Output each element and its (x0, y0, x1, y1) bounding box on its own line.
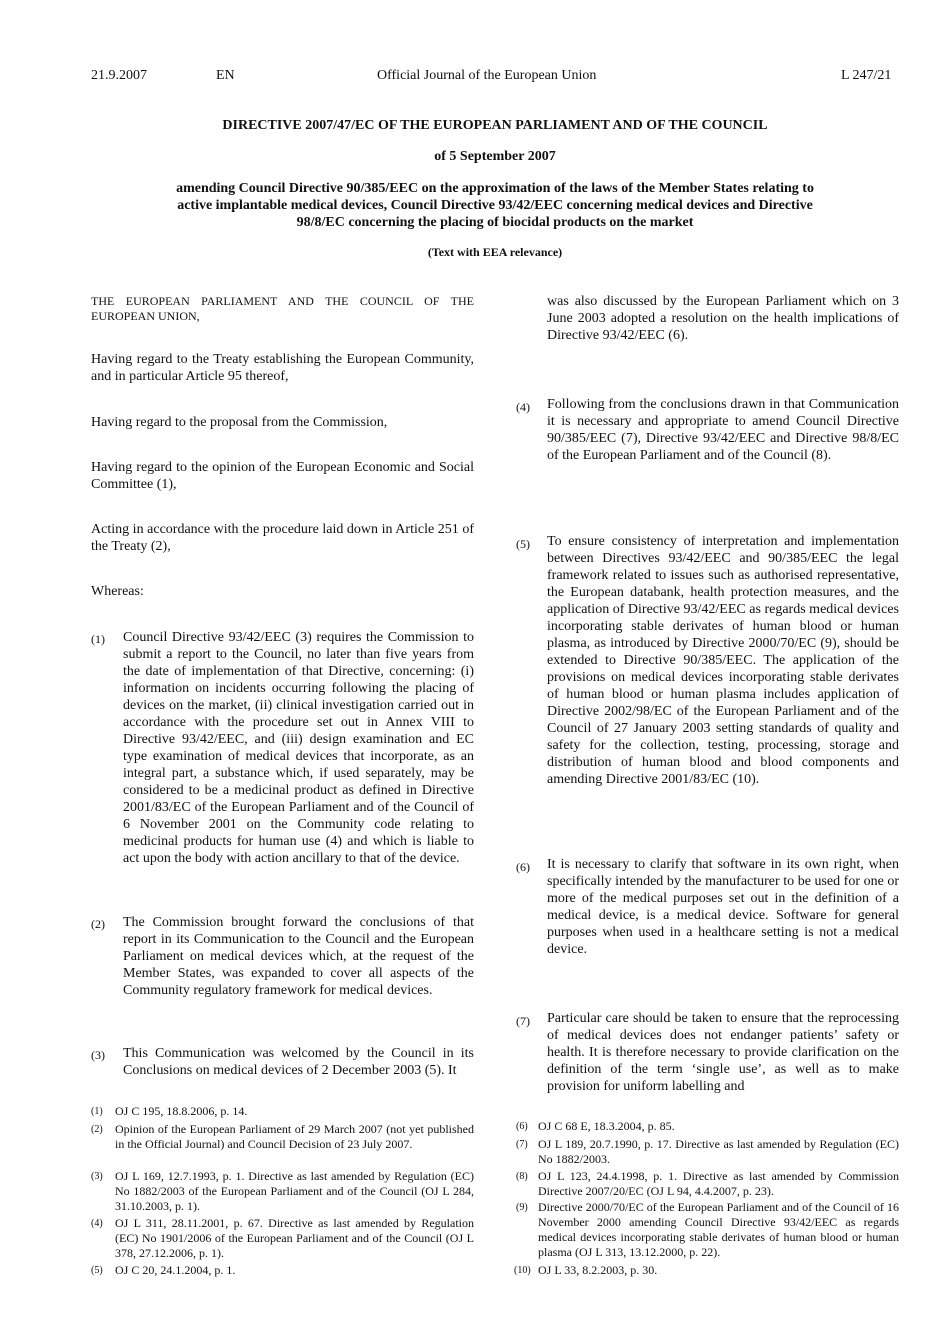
recital-4-text: Following from the conclusions drawn in that Communication it is necessary and appropriate to amend Council Directive 90/385/EEC (7), Directive 93/42/EEC and Directive 98/8/EC of the European Parliament and of the Council (8). (547, 397, 899, 463)
footnote-1-number: (1) (91, 1106, 103, 1117)
footnote-1-text: OJ C 195, 18.8.2006, p. 14. (115, 1104, 248, 1118)
eea-relevance: (Text with EEA relevance) (427, 245, 563, 259)
preamble-regard-treaty: Having regard to the Treaty establishing the European Community, and in particular Article 95 thereof, (91, 352, 474, 384)
header-date: 21.9.2007 (91, 68, 147, 83)
footnote-7-text: OJ L 189, 20.7.1990, p. 17. Directive as last amended by Regulation (EC) No 1882/2003. (538, 1137, 899, 1166)
footnote-7-number: (7) (516, 1139, 528, 1150)
header-page-number: L 247/21 (841, 68, 892, 83)
recital-3-text: This Communication was welcomed by the Council in its Conclusions on medical devices of 2 December 2003 (5). It (123, 1046, 474, 1078)
recital-2-number: (2) (91, 917, 105, 931)
preamble-authors: THE EUROPEAN PARLIAMENT AND THE COUNCIL OF THE EUROPEAN UNION, (91, 294, 474, 323)
footnote-5-text: OJ C 20, 24.1.2004, p. 1. (115, 1263, 236, 1277)
footnote-6-text: OJ C 68 E, 18.3.2004, p. 85. (538, 1119, 675, 1133)
directive-subject: amending Council Directive 90/385/EEC on the approximation of the laws of the Member States relating to active implantable medical devices, Council Directive 93/42/EEC concerning medical devices and Directive 98/8/EC concerning the placing of biocidal products on the market (176, 181, 814, 230)
directive-date: of 5 September 2007 (434, 149, 556, 164)
preamble-whereas: Whereas: (91, 584, 144, 599)
preamble-regard-proposal: Having regard to the proposal from the Commission, (91, 415, 388, 430)
footnote-2-text: Opinion of the European Parliament of 29 March 2007 (not yet published in the Official Journal) and Council Decision of 23 July 2007. (115, 1122, 474, 1151)
recital-7-text: Particular care should be taken to ensure that the reprocessing of medical devices does not endanger patients’ safety or health. It is therefore necessary to provide clarification on the definition of the term ‘single use’, as well as to make provision for uniform labelling and (547, 1011, 899, 1094)
recital-6-text: It is necessary to clarify that software in its own right, when specifically intended by the manufacturer to be used for one or more of the medical purposes set out in the definition of a medical device, is a medical device. Software for general purposes when used in a healthcare setting is not a medical device. (547, 857, 899, 957)
footnote-9-number: (9) (516, 1202, 528, 1213)
footnote-4-number: (4) (91, 1218, 103, 1229)
footnote-9-text: Directive 2000/70/EC of the European Parliament and of the Council of 16 November 2000 amending Council Directive 93/42/EEC as regards medical devices incorporating stable derivates of human blood or human plasma (OJ L 313, 13.12.2000, p. 22). (538, 1200, 899, 1259)
header-journal: Official Journal of the European Union (377, 68, 597, 83)
recital-6-number: (6) (516, 860, 530, 874)
footnote-8-text: OJ L 123, 24.4.1998, p. 1. Directive as last amended by Commission Directive 2007/20/EC (OJ L 94, 4.4.2007, p. 23). (538, 1169, 899, 1198)
recital-5-number: (5) (516, 537, 530, 551)
footnote-4-text: OJ L 311, 28.11.2001, p. 67. Directive as last amended by Regulation (EC) No 1901/2006 of the European Parliament and of the Council (OJ L 378, 27.12.2006, p. 1). (115, 1216, 474, 1260)
footnote-10-text: OJ L 33, 8.2.2003, p. 30. (538, 1263, 658, 1277)
footnote-6-number: (6) (516, 1121, 528, 1132)
footnote-2-number: (2) (91, 1124, 103, 1135)
footnote-3-text: OJ L 169, 12.7.1993, p. 1. Directive as last amended by Regulation (EC) No 1882/2003 of the European Parliament and of the Council (OJ L 284, 31.10.2003, p. 1). (115, 1169, 474, 1213)
recital-3-number: (3) (91, 1048, 105, 1062)
recital-2-text: The Commission brought forward the conclusions of that report in its Communication to the Council and the European Parliament on medical devices which, at the request of the Member States, was expanded to cover all aspects of the Community regulatory framework for medical devices. (123, 915, 474, 998)
preamble-regard-opinion: Having regard to the opinion of the European Economic and Social Committee (1), (91, 460, 474, 492)
footnote-3-number: (3) (91, 1171, 103, 1182)
footnote-8-number: (8) (516, 1171, 528, 1182)
footnote-5-number: (5) (91, 1265, 103, 1276)
recital-1-text: Council Directive 93/42/EEC (3) requires the Commission to submit a report to the Council, no later than five years from the date of implementation of that Directive, concerning: (i) information on incidents occurring following the placing of devices on the market, (ii) clinical investigation carried out in accordance with the procedure set out in Annex VIII to Directive 93/42/EEC, and (iii) design examination and EC type examination of medical devices that incorporate, as an integral part, a substance which, if used separately, may be considered to be a medicinal product as defined in Directive 2001/83/EC of the European Parliament and of the Council of 6 November 2001 on the Community code relating to medicinal products for human use (4) and which is liable to act upon the body with action ancillary to that of the device. (123, 630, 474, 866)
preamble-acting: Acting in accordance with the procedure laid down in Article 251 of the Treaty (2), (91, 522, 474, 554)
recital-4-number: (4) (516, 400, 530, 414)
recital-3-continuation: was also discussed by the European Parliament which on 3 June 2003 adopted a resolution on the health implications of Directive 93/42/EEC (6). (547, 294, 899, 343)
recital-5-text: To ensure consistency of interpretation and implementation between Directives 93/42/EEC and 90/385/EEC the legal framework related to issues such as authorised representative, the European databank, health protection measures, and the application of Directive 93/42/EEC as regards medical devices incorporating stable derivates of human blood or human plasma, as introduced by Directive 2000/70/EC (9), should be extended to Directive 90/385/EEC. The application of the provisions on medical devices incorporating stable derivates of human blood or human plasma includes application of Directive 2002/98/EC of the European Parliament and of the Council of 27 January 2003 setting standards of quality and safety for the collection, testing, processing, storage and distribution of human blood and blood components and amending Directive 2001/83/EC (10). (547, 534, 899, 787)
recital-1-number: (1) (91, 632, 105, 646)
footnote-10-number: (10) (514, 1265, 531, 1276)
recital-7-number: (7) (516, 1014, 530, 1028)
directive-title: DIRECTIVE 2007/47/EC OF THE EUROPEAN PARLIAMENT AND OF THE COUNCIL (222, 118, 768, 133)
header-language: EN (216, 68, 235, 83)
